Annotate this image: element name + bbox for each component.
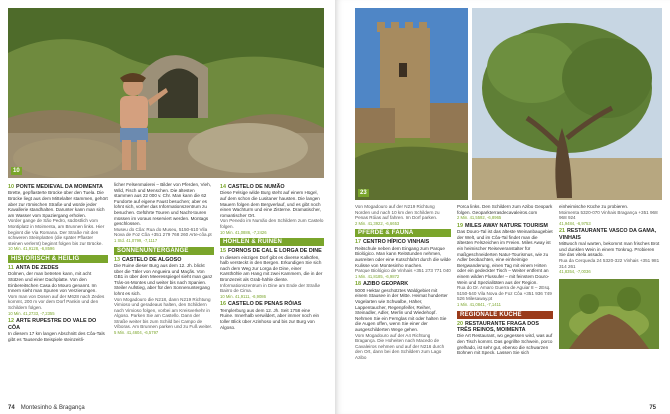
photo-food: [559, 279, 659, 349]
entry-coords: 1 Min. 41,8185, -6,9872: [355, 273, 400, 279]
entry-coords: 10 Min. 41,0886, -7,2426: [220, 229, 267, 235]
section-band-fauna: PFERDE & FAUNA: [355, 229, 451, 237]
entry-title: 11 ANTA DE ZEDES: [8, 264, 59, 271]
entry-address: Vom man von Dosen auf der M628 nach Zedes kommt, 200 m vor dem Dorf Pankin und den Schildern folgen.: [8, 293, 105, 310]
left-column-2: [114, 182, 214, 336]
chapter-title: Montesinho & Bragança: [20, 405, 85, 411]
page-number: 75: [649, 405, 656, 411]
entry-title: 13 CASTELO DE ALGOSO: [114, 256, 182, 263]
entry-coords: 41,9484, -6,9753: [559, 220, 591, 226]
right-column-3: [559, 204, 662, 349]
hiker-photo-illustration: [8, 8, 324, 178]
entry-body: In diesem 17 km langen Abschnitt des Côa-Tals gibt es Tausende Beispiele steinzeitli-: [8, 330, 105, 342]
entry-coords: 2 Min. 41,5592, -6,8965: [457, 215, 502, 221]
photo-castle-tower: [355, 8, 468, 200]
entry-body: Mittwoch mal warten, bekommt man frisches Brot und dunklen Wein in einem Tonkrug. Probieren Sie das vitela assado.: [559, 241, 660, 258]
entry-body: Die Ruine dieser Burg aus dem 12. Jh. blickt über die Täler von Angueira und Maçãs. Von GB1 in über dem Meeresspiegel sieht man ganz Trás-os-Montes und weiter bis nach Spanien. Steiler Aufstieg, aber für den Sonnenuntergang lohnt es sich.: [114, 262, 213, 296]
entry-body: Brette, gepflasterte Brücke über den Tuela. Die Brücke liegt aus dem Mittelalter stammen, gehört aber zur römischen Straße und würde jeder Kavallerie standhalten. Darunter kann man sich am Wasser vom Spaziergang erholen.: [8, 190, 108, 218]
entry-coords: 1 Std. 41,0799, -7,1117: [114, 237, 158, 243]
entry-body: einheimische Küche zu probieren.: [559, 204, 629, 209]
entry-coords: 1 Min. 41,0841, -7,1411: [457, 301, 501, 307]
entry-address: Vorder gange de São Pedro, südöstlich vom Montiplatz in Moimenta, am Brunnen links. Hier beginnt die Via Romana. Der Straße mit den schweren Steinplatten (die später Pflaster steinen verlernt) beginnt folgen bis zur Brücke.: [8, 218, 105, 246]
entry-address: Von Penedo im Numão den Schildern zum Castelo folgen.: [220, 218, 324, 229]
right-column-1: [355, 204, 451, 360]
entry-body: Die Art Restaurant, wo gegessen wird, was auf den Tisch kommt. Das gegrillte Schwein, porco grelhado, ist sehr gut, ebenso die schwarzen Bohnen mit Speck. Lassen Sie sich: [457, 333, 553, 356]
entry-coords: 5 Min. 41,4604, -6,5797: [114, 330, 159, 336]
entry-address: Moimenta 5320-070 Vinhais Bragança +351 968 968 924: [559, 209, 658, 221]
tree-photo-illustration: [472, 8, 662, 200]
entry-coords: 2 Min. 41,3922, -6,6653: [355, 220, 400, 226]
right-page: [335, 0, 670, 414]
entry-address: Museu do Côa: Rua do Museu, 5150-610 Vila Nova de Foz Côa +351 279 768 260 Arte-côa.pt: [114, 226, 212, 238]
left-footer: [8, 405, 85, 411]
entry-coords: 10 Min. 41,9128, -6,8596: [8, 246, 55, 252]
entry-title: 15 FORNOS DE CAL E LORGA DE DINE: [220, 248, 322, 255]
entry-address: Von Mogadouro die N218, dann N219 Richtung Vimioso und geradeaus halten, den Schildern nach Vimioso folgen, vorbei am Kreisverkehr in Algoso. Parken Sie am Castello. Dann der Straße weiter bis zum Schild bei Campo de Víboras. Am Brunnen parken und zu Fuß weiter.: [114, 296, 213, 330]
entry-address: Informationszentrum in Dine am Ende der Straße Bairro de Cima.: [220, 282, 321, 294]
entry-title: 20 RESTAURANTE FRAGA DOS TRÊS REINOS, MOIMENTA: [457, 320, 539, 333]
section-band-sunsets: SONNENUNTERGÄNGE: [114, 247, 214, 255]
entry-body: In diesem einzigen Dorf gibt es diverse Kalköfen, halb versteckt in den Bergen. Erkundigen Sie sich nach dem Weg zur Lorga de Dine, einer Karsthöhle am Hang mit zwei Kammern, die in der Bronzezeit als Grab-hähle diente.: [220, 254, 323, 282]
right-footer: [649, 405, 662, 411]
entry-address: Von Mogadouro auf der N219 Richtung Norden und nach 10 km den Schildern zu Penas Róias auf fahren. Im Dorf parken.: [355, 204, 440, 221]
entry-title: 16 CASTELO DE PENAS RÓIAS: [220, 301, 302, 308]
entry-body: Das Douro-Tal ist das älteste Weinanbaugebiet der Welt, und im Côa-Tal findet man die ältesten Felszeichen im Freien. Miles Away ist ein heimischer Reiseveranstalter für maßgeschneiderten Natur-Tourismus, wie zu Adler beobachten, eine einheimige Bergwanderung, einen Tag mit einem Hirten oder ein gedeckter Tisch – Weiter entfernt an einem wilden Flussufer – mit feinstem Douro-Wein und Spezialitäten aus der Region.: [457, 229, 553, 285]
entry-coords: 41,8354, -7,0036: [559, 269, 591, 275]
entry-title: 18 AZIBO GEOPARK: [355, 281, 409, 288]
castle-photo-illustration: [355, 8, 468, 200]
photo-hiker-bridge: [8, 8, 324, 178]
entry-body: Diese Felsige wilde Burg steht auf einem Hügel, auf dem schon die Lusitaner hausten. Die langen Mauern folgen dem Bergverlauf, und es gibt noch einen Wachturm und eine Zisterne. Dramatischer, romantischer Ort.: [220, 190, 321, 218]
left-column-1: [8, 182, 108, 342]
left-column-3: [220, 182, 324, 330]
entry-title: 10 PONTE MEDIEVAL DA MOIMENTA: [8, 184, 103, 190]
entry-body: licher Felsenmalerei – Bilder von Pferden, Vieh, Wild, Fisch und Menschen. Die ältesten stammen aus 22 000 v. Chr. Man kann die 62 Fundorte auf eigene Faust besuchen; aber es lohnt sich, vorher das Informationszentrum zu besuchen. Geführte Touren und Nacht-touren müssen im voraus reserviert werden. Montags geschlossen.: [114, 182, 211, 227]
right-column-2: [457, 204, 553, 356]
food-photo-illustration: [559, 279, 659, 349]
entry-address: Rua da Cerqueda 24 5320-322 Vinhais +351 981 314 261: [559, 257, 660, 269]
entry-title: 21 RESTAURANTE VASCO DA GAMA, VINHAIS: [559, 228, 657, 241]
entry-body: Dolmen, der man betreten kann, mit acht Stützen und einer Dachplatte. Von den Einbereitschen Casa do Mouro genannt. Im Innern sieht man Spuren von Verzierungen.: [8, 271, 97, 294]
photo-number-badge: 10: [13, 168, 20, 174]
entry-address: Parque Biológico de Vinhais +351 273 771 040: [355, 268, 451, 274]
entry-coords: 10 Min. 41,9111, -6,9086: [220, 293, 266, 299]
entry-title: 12 ARTE RUPESTRE DO VALE DO CÔA: [8, 318, 97, 331]
section-band-regional-cuisine: REGIONALE KÜCHE: [457, 311, 553, 319]
entry-body: Reitschule neben dem Eingang zum Parque Biológico. Man kann Reitstunden nehmen, ausreiten oder eine Kutschfahrt durch die wilde Kulisse von Montesinho machen.: [355, 245, 451, 268]
entry-body: Templerburg aus dem 12. Jh. Seit 1758 eine Ruine. Innerhalb verwildert, aber immer noch ein toller Blick über Azinhoso und bis zur Burg von Algoso.: [220, 307, 320, 330]
photo-olive-tree: [472, 8, 662, 200]
page-number: 74: [8, 405, 15, 411]
entry-title: 19 MILES AWAY NATURE TOURISM: [457, 222, 548, 229]
entry-coords: 10 Min. 41,2733, -7,2355: [8, 310, 55, 316]
entry-address: Rua do Dr. Amaro Guerra de Aguiar 8 – 2Esq. 5150-540 Vila Nova de Foz Côa +351 936 749 526 Milesaway.pt: [457, 285, 552, 302]
entry-title: 17 CENTRO HÍPICO VINHAIS: [355, 239, 430, 246]
entry-title: 14 CASTELO DE NUMÃO: [220, 184, 285, 190]
photo-number-badge: 23: [360, 190, 367, 196]
entry-body: Porca links. Den Schildern zum Azibo Geopark folgen. Geoparkterrasdecavaleiros.com: [457, 204, 553, 215]
section-band-caves: HÖHLEN & RUINEN: [220, 238, 324, 246]
entry-address: Vom Mogadouro auf der A4 Richtung Bragança. Die Hoheiten nach Macedo de Cavaleiros nehmen und auf der N216 durch den Ort, dann bei den Schildern zum Lago Azibo: [355, 332, 445, 360]
entry-body: 5000 Hektar geschütztes Waldgebiet mit einem Stausee in der Mitte. Heimat hunderter Vogelarten wie Schwalbe, Häher, Lappentaucher, Regenpfeifer, Reiher, Steinadler, Adler, Merlin und Wiedehopf. Nehmen Sie ein Fernglas mit oder halten Sie die Augen offen, wenn Sie einer der ausgeschilderten Wege gehen.: [355, 287, 448, 332]
section-band-history: HISTORISCH & HEILIG: [8, 255, 108, 263]
